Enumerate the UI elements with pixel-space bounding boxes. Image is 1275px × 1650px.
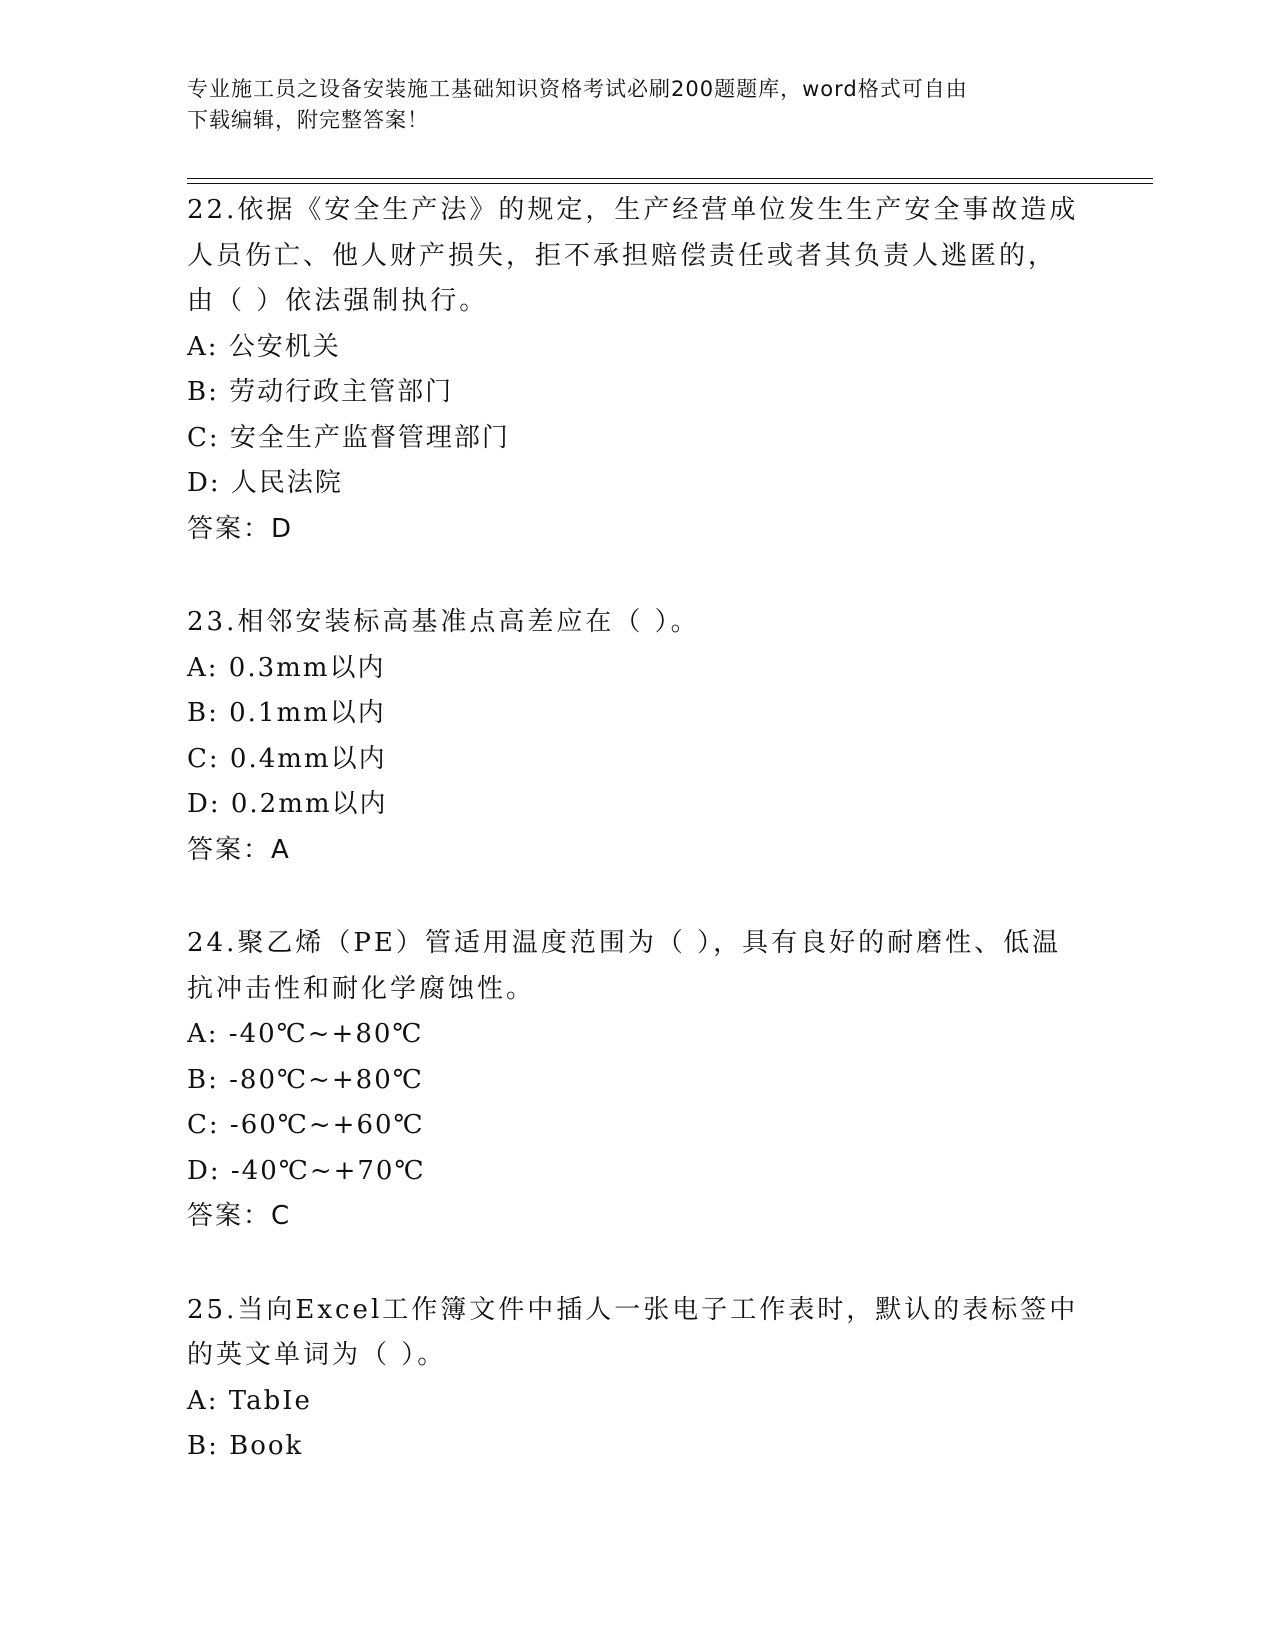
option-a: A: 公安机关 — [187, 331, 341, 362]
question-stem-line: 抗冲击性和耐化学腐蚀性。 — [187, 973, 536, 1004]
option-a: A: 0.3mm以内 — [187, 652, 386, 683]
question-25 — [187, 1288, 1087, 1470]
option-b: B: Book — [187, 1431, 304, 1461]
option-c: C: -60℃~+60℃ — [187, 1110, 425, 1140]
option-c: C: 0.4mm以内 — [187, 743, 387, 774]
option-a: A: -40℃~+80℃ — [187, 1019, 424, 1049]
question-stem-line: 的英文单词为（ ）。 — [187, 1340, 447, 1370]
header-line-2: 下载编辑，附完整答案！ — [187, 108, 429, 132]
answer-line: 答案：C — [187, 1201, 292, 1231]
question-list — [187, 188, 1087, 1518]
question-stem-line: 25.当向Excel工作簿文件中插人一张电子工作表时，默认的表标签中 — [187, 1294, 1079, 1325]
option-b: B: -80℃~+80℃ — [187, 1064, 424, 1095]
option-a: A: TabIe — [187, 1385, 312, 1416]
question-24 — [187, 921, 1087, 1240]
header-divider-bottom — [187, 183, 1153, 184]
option-b: B: 0.1mm以内 — [187, 698, 386, 728]
option-d: D: -40℃~+70℃ — [187, 1155, 426, 1186]
option-b: B: 劳动行政主管部门 — [187, 377, 454, 407]
question-stem-line: 人员伤亡、他人财产损失，拒不承担赔偿责任或者其负责人逃匿的， — [187, 240, 1058, 271]
option-d: D: 0.2mm以内 — [187, 789, 388, 819]
question-stem-line: 由（ ）依法强制执行。 — [187, 286, 489, 316]
question-stem-line: 24.聚乙烯（PE）管适用温度范围为（ ），具有良好的耐磨性、低温 — [187, 928, 1062, 958]
answer-line: 答案：D — [187, 513, 294, 544]
question-stem-line: 23.相邻安装标高基准点高差应在（ ）。 — [187, 607, 700, 637]
option-d: D: 人民法院 — [187, 468, 343, 498]
document-header — [187, 74, 1067, 136]
question-stem-line: 22.依据《安全生产法》的规定，生产经营单位发生生产安全事故造成 — [187, 195, 1079, 225]
question-23 — [187, 600, 1087, 873]
option-c: C: 安全生产监督管理部门 — [187, 422, 510, 453]
question-22 — [187, 188, 1087, 552]
answer-line: 答案：A — [187, 834, 291, 865]
header-divider-top — [187, 178, 1153, 179]
header-line-1: 专业施工员之设备安装施工基础知识资格考试必刷200题题库，word格式可自由 — [187, 77, 968, 101]
